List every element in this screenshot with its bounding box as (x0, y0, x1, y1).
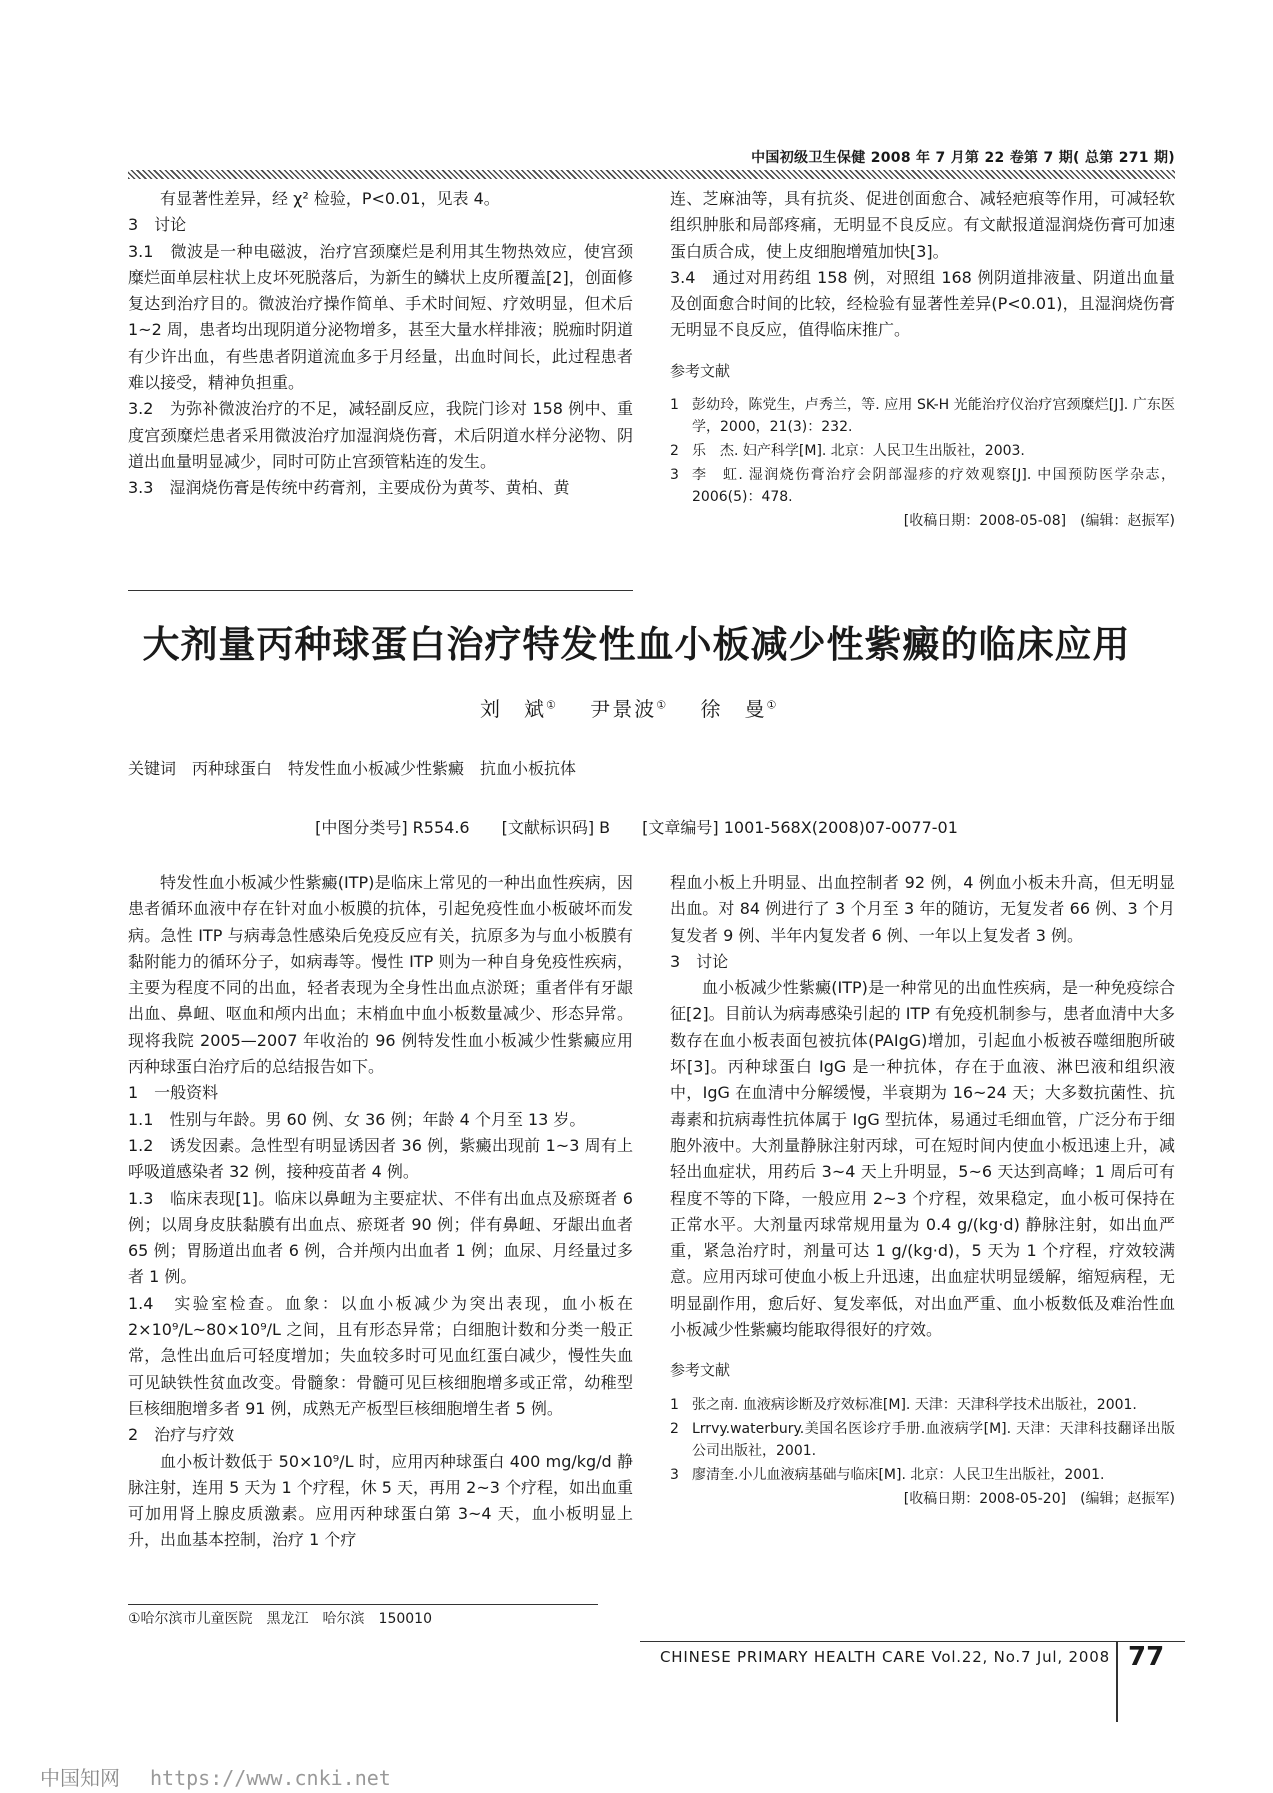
references-list (670, 1394, 1175, 1486)
paragraph: 3.3 湿润烧伤膏是传统中药膏剂，主要成份为黄芩、黄柏、黄 (128, 478, 570, 498)
classification-line: [中图分类号] R554.6 [文献标识码] B [文章编号] 1001-568X(2008)07-0077-01 (315, 818, 958, 837)
reference-item (670, 1394, 1175, 1416)
author-affiliation-mark: ① (546, 698, 556, 712)
paragraph: 1.1 性别与年龄。男 60 例、女 36 例；年龄 4 个月至 13 岁。 (128, 1109, 586, 1129)
author-list (480, 693, 776, 722)
footer-vertical-bar (1116, 1642, 1118, 1722)
reference-number: 3 (670, 1466, 679, 1483)
references-list (670, 394, 1175, 508)
reference-text: Lrrvy.waterbury.美国名医诊疗手册.血液病学[M]. 天津：天津科技翻译出版公司出版社，2001. (692, 1420, 1175, 1459)
footnote-rule (128, 1604, 598, 1605)
paragraph: 3.1 微波是一种电磁波，治疗宫颈糜烂是利用其生物热效应，使宫颈糜烂面单层柱状上皮坏死脱落后，为新生的鳞状上皮所覆盖[2]，创面修复达到治疗目的。微波治疗操作简单、手术时间短、疗效明显，但术后 1~2 周，患者均出现阴道分泌物增多，甚至大量水样排液；脱痂时阴道有少许出血，有些患者阴道流血多于月经量，出血时间长，此过程患者难以接受，精神负担重。 (128, 241, 633, 393)
article-right-column (670, 870, 1175, 1510)
reference-number: 1 (670, 1396, 679, 1413)
reference-item (670, 394, 1175, 438)
paragraph: 3.2 为弥补微波治疗的不足，减轻副反应，我院门诊对 158 例中、重度宫颈糜烂患者采用微波治疗加湿润烧伤膏，术后阴道水样分泌物、阴道出血量明显减少，同时可防止宫颈管粘连的发生。 (128, 399, 633, 471)
paragraph: 特发性血小板减少性紫癜(ITP)是临床上常见的一种出血性疾病，因患者循环血液中存在针对血小板膜的抗体，引起免疫性血小板破坏而发病。急性 ITP 与病毒急性感染后免疫反应有关，抗原多为与血小板膜有黏附能力的循环分子，如病毒等。慢性 ITP 则为一种自身免疫性疾病，主要为程度不同的出血，轻者表现为全身性出血点淤斑；重者伴有牙龈出血、鼻衄、呕血和颅内出血；末梢血中血小板数量减少、形态异常。现将我院 2005—2007 年收治的 96 例特发性血小板减少性紫癜应用丙种球蛋白治疗后的总结报告如下。 (128, 873, 633, 1077)
section-heading: 3 讨论 (670, 951, 729, 971)
references-heading: 参考文献 (670, 361, 731, 380)
section-heading: 3 讨论 (128, 215, 187, 235)
header-hatch-divider (128, 170, 1175, 179)
received-date: [收稿日期：2008-05-20] (编辑；赵振军) (903, 1490, 1175, 1507)
author-name: 尹景波 (590, 697, 657, 721)
watermark-url: https://www.cnki.net (150, 1766, 391, 1790)
section-heading: 2 治疗与疗效 (128, 1425, 235, 1445)
watermark-site: 中国知网 (40, 1766, 120, 1790)
reference-item (670, 440, 1175, 462)
paragraph: 有显著性差异，经 χ² 检验，P<0.01，见表 4。 (160, 189, 500, 208)
article-left-column (128, 870, 633, 1554)
article-title: 大剂量丙种球蛋白治疗特发性血小板减少性紫癜的临床应用 (142, 623, 1131, 666)
reference-text: 李 虹. 湿润烧伤膏治疗会阴部湿疹的疗效观察[J]. 中国预防医学杂志，2006(5)：478. (692, 467, 1175, 506)
reference-number: 3 (670, 467, 679, 484)
author-affiliation-mark: ① (656, 698, 667, 712)
prev-article-right-column (670, 186, 1175, 532)
paragraph: 血小板减少性紫癜(ITP)是一种常见的出血性疾病，是一种免疫综合征[2]。目前认为病毒感染引起的 ITP 有免疫机制参与，患者血清中大多数存在血小板表面包被抗体(PAIgG)增加，引起血小板被吞噬细胞所破坏[3]。丙种球蛋白 IgG 是一种抗体，存在于血液、淋巴液和组织液中，IgG 在血清中分解缓慢，半衰期为 16~24 天；大多数抗菌性、抗毒素和抗病毒性抗体属于 IgG 型抗体，易通过毛细血管，广泛分布于细胞外液中。大剂量静脉注射丙球，可在短时间内使血小板迅速上升，减轻出血症状，用药后 3~4 天上升明显，5~6 天达到高峰；1 周后可有程度不等的下降，一般应用 2~3 个疗程，效果稳定，血小板可保持在正常水平。大剂量丙球常规用量为 0.4 g/(kg·d) 静脉注射，如出血严重，紧急治疗时，剂量可达 1 g/(kg·d)，5 天为 1 个疗程，疗效较满意。应用丙球可使血小板上升迅速，出血症状明显缓解，缩短病程，无明显副作用，愈后好、复发率低，对出血严重、血小板数低及难治性血小板减少性紫癜均能取得很好的疗效。 (670, 978, 1175, 1340)
prev-article-left-column (128, 186, 633, 502)
keywords: 关键词 丙种球蛋白 特发性血小板减少性紫癜 抗血小板抗体 (128, 759, 577, 778)
reference-item (670, 464, 1175, 508)
paragraph: 1.3 临床表现[1]。临床以鼻衄为主要症状、不伴有出血点及瘀斑者 6 例；以周身皮肤黏膜有出血点、瘀斑者 90 例；伴有鼻衄、牙龈出血者 65 例；胃肠道出血者 6 例，合并颅内出血者 1 例；血尿、月经量过多者 1 例。 (128, 1188, 633, 1287)
author-name: 徐 曼 (700, 697, 767, 721)
page-number: 77 (1128, 1642, 1165, 1672)
article-separator-rule (128, 590, 633, 591)
paragraph: 程血小板上升明显、出血控制者 92 例，4 例血小板未升高，但无明显出血。对 84 例进行了 3 个月至 3 年的随访，无复发者 66 例、3 个月复发者 9 例、半年内复发者 6 例、一年以上复发者 3 例。 (670, 873, 1175, 945)
cnki-watermark (40, 1762, 391, 1791)
paragraph: 血小板计数低于 50×10⁹/L 时，应用丙种球蛋白 400 mg/kg/d 静脉注射，连用 5 天为 1 个疗程，休 5 天，再用 2~3 个疗程，如出血重可加用肾上腺皮质激素。应用丙种球蛋白第 3~4 天，血小板明显上升，出血基本控制，治疗 1 个疗 (128, 1451, 633, 1550)
journal-header: 中国初级卫生保健 2008 年 7 月第 22 卷第 7 期( 总第 271 期) (751, 150, 1175, 166)
reference-text: 张之南. 血液病诊断及疗效标准[M]. 天津：天津科学技术出版社，2001. (692, 1396, 1137, 1413)
paragraph: 1.2 诱发因素。急性型有明显诱因者 36 例，紫癜出现前 1~3 周有上呼吸道感染者 32 例，接种疫苗者 4 例。 (128, 1135, 633, 1182)
reference-text: 乐 杰. 妇产科学[M]. 北京：人民卫生出版社，2003. (692, 443, 1025, 460)
footer-journal-name: CHINESE PRIMARY HEALTH CARE Vol.22, No.7 Jul, 2008 (660, 1648, 1110, 1666)
reference-number: 2 (670, 1420, 679, 1437)
reference-text: 彭幼玲，陈党生，卢秀兰，等. 应用 SK-H 光能治疗仪治疗宫颈糜烂[J]. 广东医学，2000，21(3)：232. (692, 397, 1175, 436)
footer-rule (640, 1641, 1185, 1642)
paragraph: 连、芝麻油等，具有抗炎、促进创面愈合、减轻疤痕等作用，可减轻软组织肿胀和局部疼痛，无明显不良反应。有文献报道湿润烧伤膏可加速蛋白质合成，使上皮细胞增殖加快[3]。 (670, 189, 1175, 261)
reference-item (670, 1464, 1175, 1486)
section-heading: 1 一般资料 (128, 1083, 219, 1103)
reference-text: 廖清奎.小儿血液病基础与临床[M]. 北京：人民卫生出版社，2001. (692, 1466, 1105, 1483)
reference-number: 1 (670, 397, 679, 414)
references-heading: 参考文献 (670, 1361, 731, 1380)
paragraph: 1.4 实验室检查。血象：以血小板减少为突出表现，血小板在 2×10⁹/L~80×10⁹/L 之间，且有形态异常；白细胞计数和分类一般正常，急性出血后可轻度增加；失血较多时可见血红蛋白减少，慢性失血可见缺铁性贫血改变。骨髓象：骨髓可见巨核细胞增多或正常，幼稚型巨核细胞增多者 91 例，成熟无产板型巨核细胞增生者 5 例。 (128, 1293, 633, 1418)
paragraph: 3.4 通过对用药组 158 例，对照组 168 例阴道排液量、阴道出血量及创面愈合时间的比较，经检验有显著性差异(P<0.01)，且湿润烧伤膏无明显不良反应，值得临床推广。 (670, 267, 1175, 340)
reference-item (670, 1418, 1175, 1462)
author-name: 刘 斌 (480, 697, 546, 721)
reference-number: 2 (670, 443, 679, 460)
author-affiliation-mark: ① (766, 698, 777, 712)
received-date: [收稿日期：2008-05-08] (编辑：赵振军) (903, 513, 1175, 530)
author-affiliation: ①哈尔滨市儿童医院 黑龙江 哈尔滨 150010 (128, 1611, 432, 1627)
